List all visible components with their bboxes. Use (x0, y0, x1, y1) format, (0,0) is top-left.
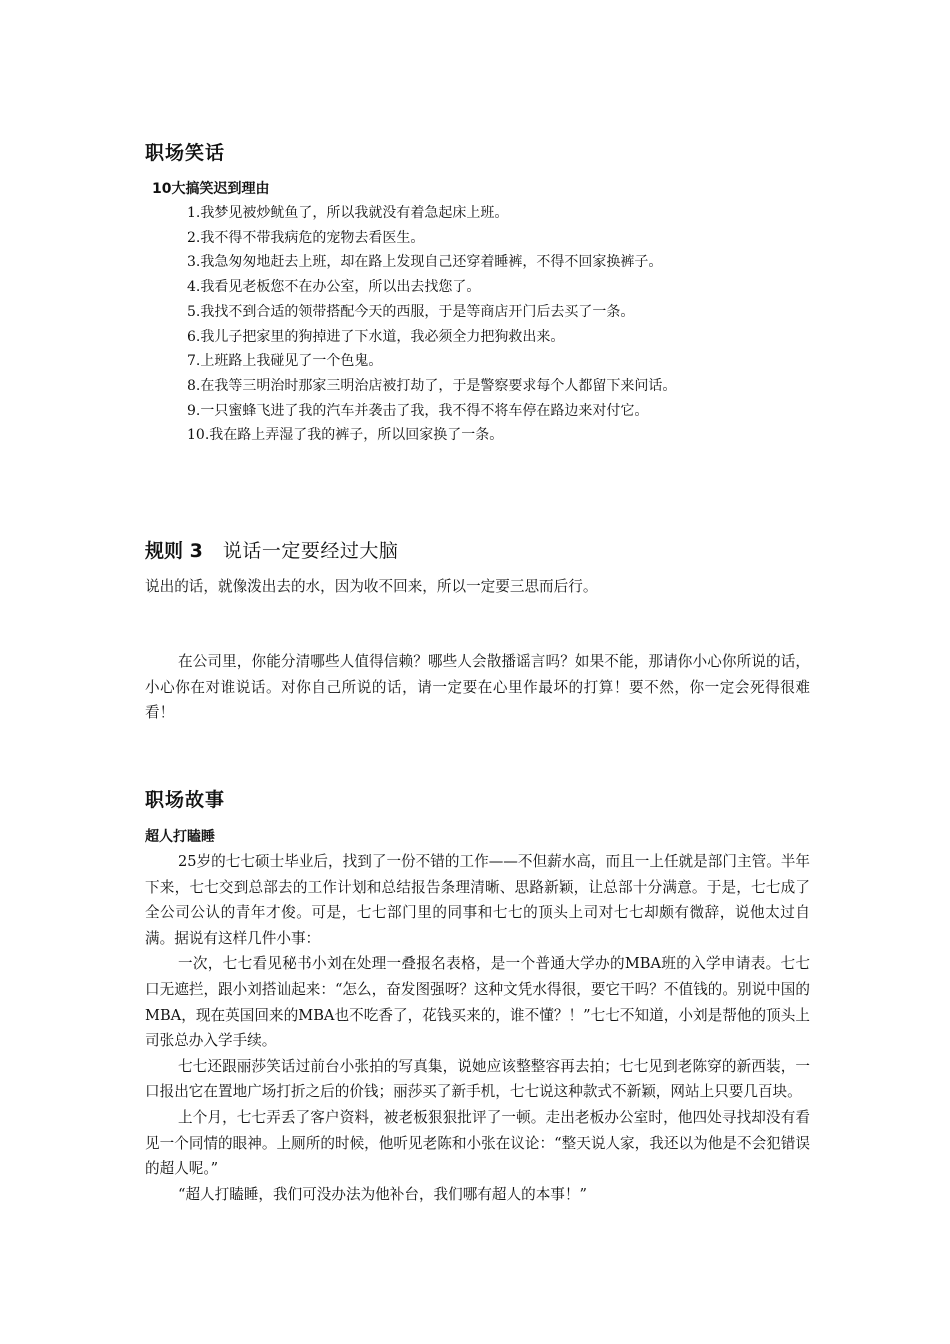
story-paragraph: 25岁的七七硕士毕业后，找到了一份不错的工作——不但薪水高，而且一上任就是部门主管。半年下来，七七交到总部去的工作计划和总结报告条理清晰、思路新颖，让总部十分满意。于是，七七成了全公司公认的青年才俊。可是，七七部门里的同事和七七的顶头上司对七七却颇有微辞，说他太过自满。据说有这样几件小事： (145, 853, 810, 947)
section-heading-workplace-jokes: 职场笑话 (145, 142, 226, 164)
story-paragraph: 上个月，七七弄丢了客户资料，被老板狠狠批评了一顿。走出老板办公室时，他四处寻找却没有看见一个同情的眼神。上厕所的时候，他听见老陈和小张在议论：“整天说人家，我还以为他是不会犯错误的超人呢。” (145, 1108, 810, 1178)
list-item: 1.我梦见被炒鱿鱼了，所以我就没有着急起床上班。 (187, 205, 509, 221)
list-item: 8.在我等三明治时那家三明治店被打劫了，于是警察要求每个人都留下来问话。 (187, 377, 677, 394)
story-paragraph: “超人打瞌睡，我们可没办法为他补台，我们哪有超人的本事！” (178, 1185, 587, 1203)
list-item: 5.我找不到合适的领带搭配今天的西服，于是等商店开门后去买了一条。 (187, 303, 635, 320)
list-item: 2.我不得不带我病危的宠物去看医生。 (187, 229, 425, 246)
list-item: 7.上班路上我碰见了一个色鬼。 (187, 353, 383, 370)
rule-paragraph: 在公司里，你能分清哪些人值得信赖？哪些人会散播谣言吗？如果不能，那请你小心你所说的话，小心你在对谁说话。对你自己所说的话，请一定要在心里作最坏的打算！要不然，你一定会死得很难看！ (145, 653, 810, 722)
rule-intro: 说出的话，就像泼出去的水，因为收不回来，所以一定要三思而后行。 (145, 578, 598, 595)
list-item: 10.我在路上弄湿了我的裤子，所以回家换了一条。 (187, 427, 504, 444)
story-paragraph: 七七还跟丽莎笑话过前台小张拍的写真集，说她应该整整容再去拍；七七见到老陈穿的新西装，一口报出它在置地广场打折之后的价钱；丽莎买了新手机，七七说这种款式不新颖，网站上只要几百块。 (145, 1057, 810, 1101)
rule-label: 规则 3 (145, 540, 203, 562)
list-item: 4.我看见老板您不在办公室，所以出去找您了。 (187, 279, 481, 296)
list-item: 6.我儿子把家里的狗掉进了下水道，我必须全力把狗救出来。 (187, 328, 565, 345)
list-item: 3.我急匆匆地赶去上班，却在路上发现自己还穿着睡裤，不得不回家换裤子。 (187, 254, 663, 271)
section-heading-workplace-stories: 职场故事 (145, 789, 226, 811)
list-item: 9.一只蜜蜂飞进了我的汽车并袭击了我，我不得不将车停在路边来对付它。 (187, 402, 649, 419)
excuse-list (187, 201, 676, 448)
story-title: 超人打瞌睡 (145, 829, 215, 845)
story-body (145, 849, 810, 1207)
subheading-late-excuses: 10大搞笑迟到理由 (152, 181, 270, 197)
rule-text: 说话一定要经过大脑 (222, 540, 399, 562)
rule-heading (145, 536, 398, 563)
story-paragraph: 一次，七七看见秘书小刘在处理一叠报名表格，是一个普通大学办的MBA班的入学申请表。七七口无遮拦，跟小刘搭讪起来：“怎么，奋发图强呀？这种文凭水得很，要它干吗？不值钱的。别说中国的MBA，现在英国回来的MBA也不吃香了，花钱买来的，谁不懂？！”七七不知道，小刘是帮他的顶头上司张总办入学手续。 (145, 955, 810, 1050)
